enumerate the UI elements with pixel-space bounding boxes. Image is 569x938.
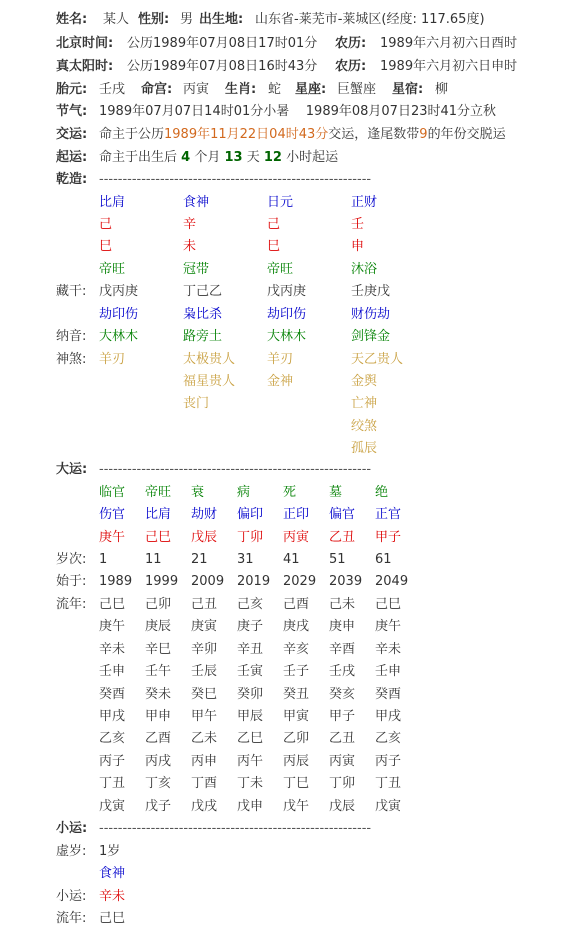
pillar-canggan-shishen: 劫印伤 [99,307,139,322]
liunian-cell: 丙申 [191,754,218,769]
xiaoyun-ganzhi: 辛未 [99,889,126,904]
liunian-cell: 丙子 [99,754,126,769]
liunian-cell: 癸巳 [191,687,218,702]
liunian-cell: 癸未 [145,687,172,702]
shengxiao-value: 蛇 [268,82,282,97]
taiyuan-label: 胎元: [56,82,88,97]
pillar-zhi: 巳 [99,239,113,254]
xingxiu-value: 柳 [435,82,449,97]
dayun-changsheng: 临官 [99,485,126,500]
xiaoyun-liunian-label: 流年: [56,911,87,926]
liunian-cell: 甲午 [191,709,218,724]
pillar-shishen: 比肩 [99,195,126,210]
solar-time-label: 真太阳时: [56,59,114,74]
shensha-item: 福星贵人 [183,374,236,389]
liunian-cell: 戊午 [283,799,310,814]
dayun-shiyu: 1999 [145,574,179,589]
dayun-suici: 11 [145,552,162,567]
liunian-cell: 辛卯 [191,642,218,657]
divider: ---------------------------------------------------------- [99,462,372,477]
liunian-cell: 庚申 [329,619,356,634]
pillar-changsheng: 冠带 [183,262,210,277]
minggong-value: 丙寅 [183,82,210,97]
pillar-gan: 辛 [183,217,197,232]
shensha-item: 孤辰 [351,441,378,456]
dayun-suici-label: 岁次: [56,552,87,567]
pillar-nayin: 大林木 [99,329,139,344]
liunian-cell: 己丑 [191,597,218,612]
liunian-cell: 辛酉 [329,642,356,657]
qianzao-header [0,169,569,191]
liunian-cell: 辛未 [99,642,126,657]
liunian-cell: 戊辰 [329,799,356,814]
liunian-cell: 丁丑 [375,776,402,791]
pillar-gan: 己 [267,217,281,232]
liunian-cell: 丙子 [375,754,402,769]
qiyun-text: 命主于出生后 4 个月 13 天 12 小时起运 [99,150,339,165]
xingzuo-label: 星座: [295,82,327,97]
liunian-cell: 乙巳 [237,731,264,746]
dayun-changsheng: 墓 [329,485,343,500]
liunian-cell: 庚寅 [191,619,218,634]
birthplace-label: 出生地: [199,12,244,27]
dayun-shiyu: 2009 [191,574,225,589]
jiaoyun-text: 命主于公历1989年11月22日04时43分交运，逢尾数带9的年份交脱运 [99,127,506,142]
dayun-ganzhi: 己巳 [145,530,172,545]
dayun-shishen: 比肩 [145,507,172,522]
shensha-item: 羊刃 [99,352,126,367]
gender-value: 男 [180,12,194,27]
liunian-cell: 庚辰 [145,619,172,634]
liunian-cell: 己未 [329,597,356,612]
liunian-cell: 戊戌 [191,799,218,814]
liunian-cell: 甲戌 [375,709,402,724]
liunian-cell: 庚子 [237,619,264,634]
dayun-shishen: 正印 [283,507,310,522]
liunian-cell: 辛未 [375,642,402,657]
liunian-cell: 癸酉 [99,687,126,702]
dayun-label: 大运: [56,462,88,477]
jieqi-value: 1989年07月07日14时01分小暑 1989年08月07日23时41分立秋 [99,104,497,119]
xiaoyun-liunian-row [0,908,569,930]
liunian-cell: 戊寅 [375,799,402,814]
liunian-cell: 乙亥 [99,731,126,746]
shensha-label: 神煞: [56,352,87,367]
pillar-canggan: 戊丙庚 [99,284,139,299]
dayun-shiyu: 1989 [99,574,133,589]
dayun-suici: 21 [191,552,208,567]
jiaoyun-label: 交运: [56,127,88,142]
liunian-cell: 甲子 [329,709,356,724]
liunian-cell: 戊子 [145,799,172,814]
liunian-cell: 戊申 [237,799,264,814]
shensha-item: 丧门 [183,396,210,411]
pillar-canggan-shishen: 劫印伤 [267,307,307,322]
liunian-cell: 甲申 [145,709,172,724]
liunian-cell: 己亥 [237,597,264,612]
liunian-cell: 癸丑 [283,687,310,702]
pillar-nayin: 路旁土 [183,329,223,344]
xiaoyun-header [0,818,569,840]
liunian-cell: 甲寅 [283,709,310,724]
dayun-shishen: 正官 [375,507,402,522]
liunian-cell: 丁卯 [329,776,356,791]
xiaoyun-row-label: 小运: [56,889,87,904]
liunian-cell: 丙午 [237,754,264,769]
liunian-label: 流年: [56,597,87,612]
dayun-shiyu: 2049 [375,574,409,589]
dayun-suici: 31 [237,552,254,567]
dayun-changsheng: 绝 [375,485,389,500]
liunian-cell: 壬午 [145,664,172,679]
liunian-cell: 癸酉 [375,687,402,702]
xiaoyun-ganzhi-row [0,886,569,908]
liunian-cell: 丁丑 [99,776,126,791]
liunian-cell: 丙寅 [329,754,356,769]
shensha-item: 太极贵人 [183,352,236,367]
dayun-shiyu: 2019 [237,574,271,589]
pillar-nayin: 大林木 [267,329,307,344]
shensha-item: 金神 [267,374,294,389]
lunar-value: 1989年六月初六日酉时 [380,36,518,51]
dayun-shiyu: 2039 [329,574,363,589]
pillar-changsheng: 帝旺 [267,262,294,277]
liunian-cell: 壬子 [283,664,310,679]
liunian-cell: 丁巳 [283,776,310,791]
qiyun-label: 起运: [56,150,88,165]
pillar-gan: 壬 [351,217,365,232]
liunian-cell: 癸亥 [329,687,356,702]
lunar-label: 农历: [335,36,367,51]
dayun-shishen: 伤官 [99,507,126,522]
pillar-canggan-shishen: 枭比杀 [183,307,223,322]
solar-time-value: 公历1989年07月08日16时43分 [127,59,318,74]
liunian-cell: 乙丑 [329,731,356,746]
dayun-changsheng: 衰 [191,485,205,500]
pillar-shishen: 食神 [183,195,210,210]
xiaoyun-shishen-row [0,863,569,885]
liunian-cell: 庚午 [99,619,126,634]
pillar-shishen: 正财 [351,195,378,210]
jiaoyun-date: 1989年11月22日04时43分 [164,127,329,142]
header-line-2 [0,33,569,55]
liunian-cell: 乙酉 [145,731,172,746]
dayun-shiyu: 2029 [283,574,317,589]
name-label: 姓名: [56,12,88,27]
liunian-cell: 辛巳 [145,642,172,657]
liunian-cell: 庚午 [375,619,402,634]
liunian-cell: 壬戌 [329,664,356,679]
header-line-6 [0,124,569,146]
dayun-ganzhi: 甲子 [375,530,402,545]
header-line-5 [0,101,569,123]
liunian-cell: 癸卯 [237,687,264,702]
liunian-cell: 己卯 [145,597,172,612]
dayun-changsheng: 病 [237,485,251,500]
pillar-canggan: 壬庚戊 [351,284,391,299]
dayun-changsheng: 帝旺 [145,485,172,500]
name-value: 某人 [103,12,130,27]
gender-label: 性别: [138,12,170,27]
jiaoyun-num: 9 [419,127,428,142]
dayun-ganzhi: 丁卯 [237,530,264,545]
beijing-time-value: 公历1989年07月08日17时01分 [127,36,318,51]
divider: ---------------------------------------------------------- [99,172,372,187]
liunian-cell: 丁未 [237,776,264,791]
liunian-cell: 丙戌 [145,754,172,769]
pillar-changsheng: 沐浴 [351,262,378,277]
dayun-header [0,459,569,481]
shensha-item: 亡神 [351,396,378,411]
dayun-suici: 51 [329,552,346,567]
liunian-cell: 庚戌 [283,619,310,634]
divider: ---------------------------------------------------------- [99,821,372,836]
dayun-ganzhi: 乙丑 [329,530,356,545]
pillar-gan: 己 [99,217,113,232]
liunian-cell: 己巳 [99,597,126,612]
pillar-canggan-label: 藏干: [56,284,87,299]
lunar2-value: 1989年六月初六日申时 [380,59,518,74]
liunian-cell: 丁酉 [191,776,218,791]
xiaoyun-shishen: 食神 [99,866,126,881]
dayun-suici: 41 [283,552,300,567]
pillar-nayin: 剑锋金 [351,329,391,344]
pillar-changsheng: 帝旺 [99,262,126,277]
dayun-suici: 1 [99,552,108,567]
dayun-ganzhi: 戊辰 [191,530,218,545]
dayun-shishen: 偏印 [237,507,264,522]
birthplace-value: 山东省-莱芜市-莱城区(经度: 117.65度) [255,12,485,27]
liunian-cell: 丙辰 [283,754,310,769]
pillar-nayin-label: 纳音: [56,329,87,344]
liunian-cell: 壬辰 [191,664,218,679]
xusui-value: 1岁 [99,844,121,859]
shensha-item: 金舆 [351,374,378,389]
liunian-cell: 乙未 [191,731,218,746]
shensha-item: 绞煞 [351,419,378,434]
xusui-row [0,841,569,863]
dayun-suici: 61 [375,552,392,567]
xiaoyun-label: 小运: [56,821,88,836]
pillar-zhi: 巳 [267,239,281,254]
dayun-ganzhi: 庚午 [99,530,126,545]
minggong-label: 命宫: [141,82,173,97]
xusui-label: 虚岁: [56,844,87,859]
dayun-shishen: 偏官 [329,507,356,522]
dayun-shiyu-label: 始于: [56,574,87,589]
taiyuan-value: 壬戌 [99,82,126,97]
xingzuo-value: 巨蟹座 [337,82,377,97]
liunian-cell: 壬申 [375,664,402,679]
header-line-4 [0,79,569,101]
pillar-canggan-shishen: 财伤劫 [351,307,391,322]
pillar-canggan: 丁己乙 [183,284,223,299]
qianzao-label: 乾造: [56,172,88,187]
dayun-ganzhi: 丙寅 [283,530,310,545]
xiaoyun-liunian: 己巳 [99,911,126,926]
liunian-cell: 己酉 [283,597,310,612]
liunian-cell: 丁亥 [145,776,172,791]
beijing-time-label: 北京时间: [56,36,114,51]
lunar2-label: 农历: [335,59,367,74]
liunian-cell: 壬寅 [237,664,264,679]
jieqi-label: 节气: [56,104,88,119]
liunian-cell: 甲戌 [99,709,126,724]
header-line-1 [0,9,569,31]
shengxiao-label: 生肖: [225,82,257,97]
shensha-item: 羊刃 [267,352,294,367]
pillar-zhi: 申 [351,239,365,254]
liunian-cell: 乙亥 [375,731,402,746]
dayun-changsheng: 死 [283,485,297,500]
pillar-shishen: 日元 [267,195,294,210]
liunian-cell: 辛亥 [283,642,310,657]
liunian-cell: 己巳 [375,597,402,612]
liunian-cell: 壬申 [99,664,126,679]
dayun-shishen: 劫财 [191,507,218,522]
liunian-cell: 辛丑 [237,642,264,657]
shensha-item: 天乙贵人 [351,352,404,367]
pillar-canggan: 戊丙庚 [267,284,307,299]
xingxiu-label: 星宿: [392,82,424,97]
header-line-3 [0,56,569,78]
liunian-cell: 甲辰 [237,709,264,724]
liunian-cell: 戊寅 [99,799,126,814]
pillar-zhi: 未 [183,239,197,254]
liunian-cell: 乙卯 [283,731,310,746]
header-line-7 [0,147,569,169]
